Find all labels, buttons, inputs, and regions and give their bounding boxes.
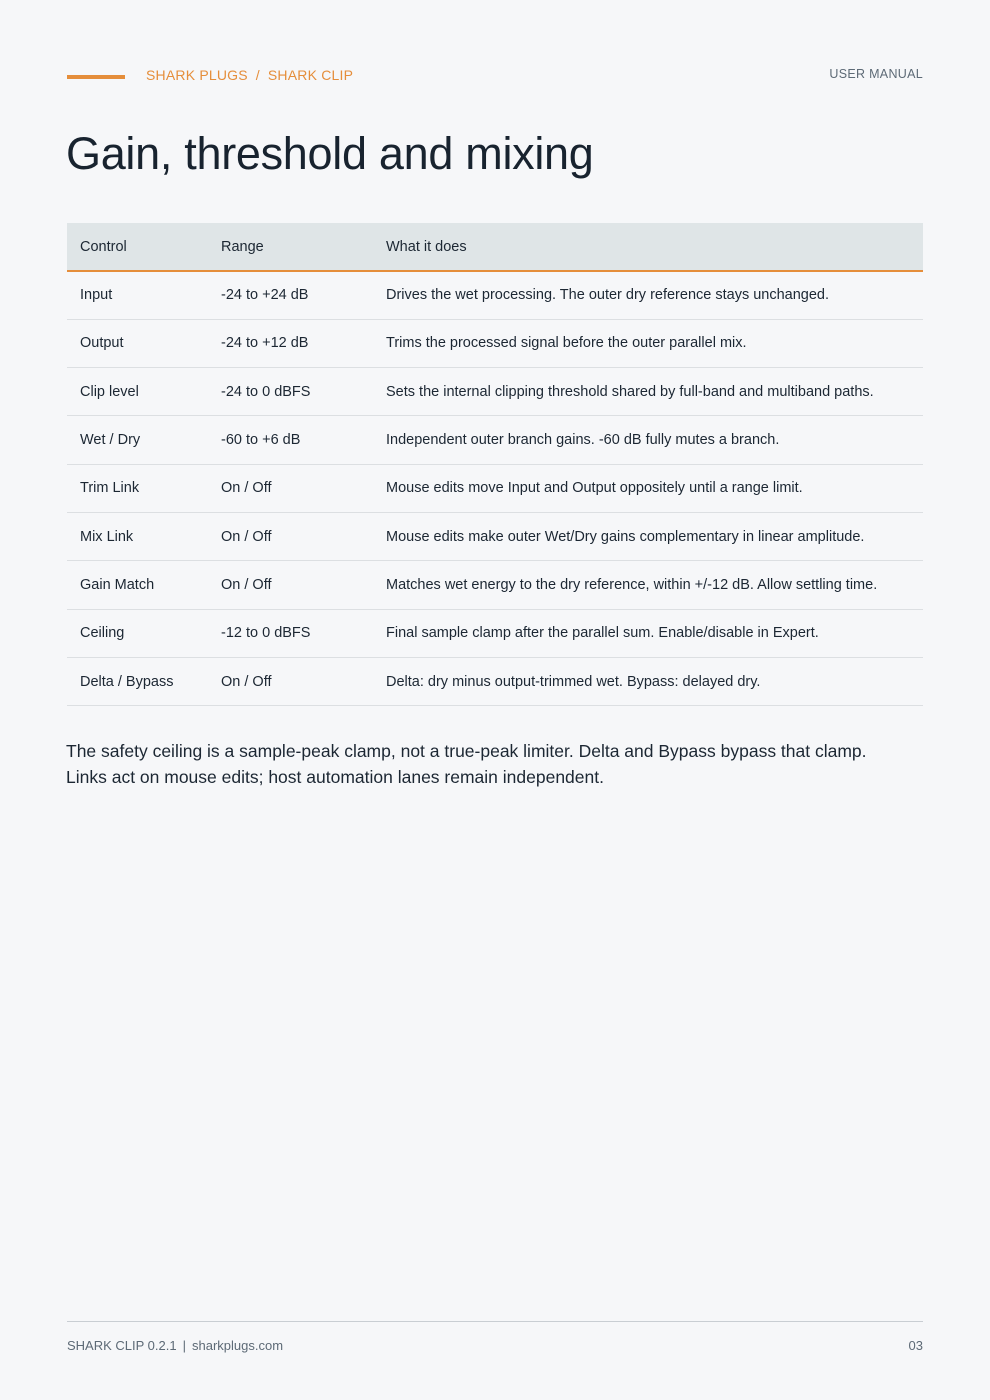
cell-range: On / Off bbox=[208, 464, 373, 512]
footer-separator: | bbox=[182, 1338, 186, 1353]
cell-range: -60 to +6 dB bbox=[208, 416, 373, 464]
cell-description: Delta: dry minus output-trimmed wet. Bypass: delayed dry. bbox=[373, 657, 923, 705]
cell-control: Mix Link bbox=[67, 512, 208, 560]
cell-range: On / Off bbox=[208, 561, 373, 609]
table-row bbox=[67, 416, 923, 464]
cell-control: Input bbox=[67, 271, 208, 319]
cell-description: Mouse edits make outer Wet/Dry gains complementary in linear amplitude. bbox=[373, 512, 923, 560]
column-header-range: Range bbox=[208, 223, 373, 271]
table-row bbox=[67, 561, 923, 609]
cell-description: Mouse edits move Input and Output oppositely until a range limit. bbox=[373, 464, 923, 512]
cell-control: Gain Match bbox=[67, 561, 208, 609]
cell-control: Trim Link bbox=[67, 464, 208, 512]
page-title: Gain, threshold and mixing bbox=[66, 128, 594, 179]
table-row bbox=[67, 368, 923, 416]
cell-range: -24 to +24 dB bbox=[208, 271, 373, 319]
table-row bbox=[67, 319, 923, 367]
note-line: The safety ceiling is a sample-peak clamp, not a true-peak limiter. Delta and Bypass bypass that clamp. bbox=[66, 741, 867, 761]
cell-description: Independent outer branch gains. -60 dB fully mutes a branch. bbox=[373, 416, 923, 464]
column-header-control: Control bbox=[67, 223, 208, 271]
column-header-description: What it does bbox=[373, 223, 923, 271]
note-paragraph bbox=[66, 738, 926, 790]
cell-range: On / Off bbox=[208, 512, 373, 560]
page-number: 03 bbox=[908, 1338, 923, 1353]
table-row bbox=[67, 464, 923, 512]
cell-control: Wet / Dry bbox=[67, 416, 208, 464]
controls-table bbox=[67, 223, 923, 706]
cell-range: On / Off bbox=[208, 657, 373, 705]
cell-description: Sets the internal clipping threshold shared by full-band and multiband paths. bbox=[373, 368, 923, 416]
footer-product-version: SHARK CLIP 0.2.1 bbox=[67, 1338, 177, 1353]
table-body bbox=[67, 271, 923, 706]
cell-range: -24 to 0 dBFS bbox=[208, 368, 373, 416]
table-row bbox=[67, 512, 923, 560]
breadcrumb-item-product: SHARK CLIP bbox=[267, 67, 354, 83]
cell-description: Trims the processed signal before the outer parallel mix. bbox=[373, 319, 923, 367]
footer-divider bbox=[67, 1321, 923, 1322]
table-row bbox=[67, 271, 923, 319]
cell-description: Drives the wet processing. The outer dry reference stays unchanged. bbox=[373, 271, 923, 319]
note-line: Links act on mouse edits; host automation lanes remain independent. bbox=[66, 767, 604, 787]
cell-description: Matches wet energy to the dry reference, within +/-12 dB. Allow settling time. bbox=[373, 561, 923, 609]
breadcrumb-separator: / bbox=[255, 67, 260, 83]
table-row bbox=[67, 657, 923, 705]
breadcrumb-item-brand: SHARK PLUGS bbox=[146, 67, 248, 83]
cell-control: Clip level bbox=[67, 368, 208, 416]
cell-control: Ceiling bbox=[67, 609, 208, 657]
document-type-label: USER MANUAL bbox=[829, 67, 923, 81]
cell-range: -24 to +12 dB bbox=[208, 319, 373, 367]
cell-range: -12 to 0 dBFS bbox=[208, 609, 373, 657]
table-header-row bbox=[67, 223, 923, 271]
breadcrumb bbox=[146, 67, 353, 83]
table-row bbox=[67, 609, 923, 657]
cell-control: Delta / Bypass bbox=[67, 657, 208, 705]
footer-info bbox=[67, 1338, 283, 1353]
cell-control: Output bbox=[67, 319, 208, 367]
footer-website: sharkplugs.com bbox=[191, 1338, 284, 1353]
cell-description: Final sample clamp after the parallel sum. Enable/disable in Expert. bbox=[373, 609, 923, 657]
accent-bar bbox=[67, 75, 125, 79]
page-header bbox=[67, 66, 923, 86]
